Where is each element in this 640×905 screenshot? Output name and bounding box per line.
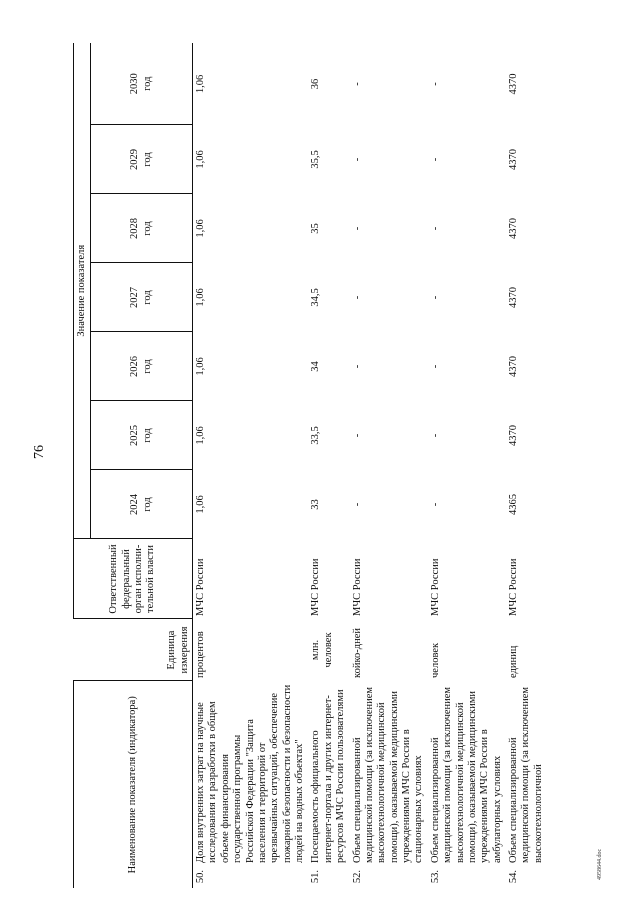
row-value-2024: 33 (310, 499, 322, 510)
row-value-2027: 1,06 (195, 288, 206, 307)
header-indicator-name: Наименование показателя (индикатора) (74, 681, 193, 888)
header-year-2026: 2026 год (91, 332, 193, 401)
row-value-2030: 1,06 (195, 74, 206, 94)
row-number: 51. (310, 870, 322, 884)
header-year-2025: 2025 год (91, 401, 193, 470)
row-value-2029: 35,5 (310, 150, 322, 169)
table-row (506, 43, 547, 888)
row-indicator-name: Доля внутренних затрат на научные исследования и разработки в общем объеме финансирования государственной программы Российской Федерации "Защита населения и территорий от чрезвычайных ситуаций, обеспечение пожарной безопасности и безопасности людей на водных объектах" (195, 684, 305, 863)
page-number: 76 (32, 445, 47, 459)
table-row (193, 43, 309, 888)
row-value-2029: 1,06 (195, 150, 206, 169)
row-value-2024: 4365 (508, 493, 519, 515)
row-responsible: МЧС России (508, 558, 519, 616)
row-responsible: МЧС России (351, 558, 363, 616)
header-unit: Единица измерения (74, 619, 193, 681)
row-value-2028: 1,06 (195, 219, 206, 238)
row-value-2030: - (429, 82, 441, 86)
indicators-table-wrapper (73, 43, 598, 888)
file-stamp: 4958644.doc (597, 848, 603, 880)
row-number: 54. (508, 870, 519, 884)
row-value-2024: 1,06 (195, 495, 206, 514)
row-indicator-name: Объем специализированной медицинской помощи (за исключением высокотехнологичной (508, 686, 544, 863)
row-value-2028: - (429, 226, 441, 231)
row-value-2026: - (351, 364, 363, 369)
row-value-2029: 4370 (508, 148, 519, 170)
header-year-2029: 2029 год (91, 125, 193, 194)
row-unit: человек (429, 642, 441, 678)
row-value-2030: 36 (310, 78, 322, 90)
header-year-2028: 2028 год (91, 194, 193, 263)
header-responsible: Ответственный федеральный орган исполни- тельной власти (74, 539, 193, 619)
row-value-2029: - (429, 157, 441, 162)
row-value-2025: 1,06 (195, 426, 206, 445)
row-value-2026: 1,06 (195, 357, 206, 376)
row-value-2028: - (351, 226, 363, 231)
row-value-2030: 4370 (508, 73, 519, 95)
row-value-2026: 34 (310, 361, 322, 372)
row-unit: койко-дней (351, 627, 363, 678)
row-unit: процентов (195, 631, 206, 678)
row-indicator-name: Объем специализированной медицинской помощи (за исключением высокотехнологичной медицинской помощи), оказываемой медицинскими учреждениями МЧС России в амбулаторных условиях (429, 686, 503, 863)
row-number: 52. (351, 870, 363, 884)
row-value-2026: 4370 (508, 355, 519, 377)
row-indicator-name: Посещаемость официального интернет-портала и других интернет-ресурсов МЧС России пользователями (310, 689, 347, 863)
row-value-2024: - (351, 502, 363, 507)
row-value-2025: 33,5 (310, 426, 322, 445)
row-number: 50. (195, 870, 206, 884)
row-value-2025: 4370 (508, 424, 519, 446)
row-value-2025: - (351, 433, 363, 438)
row-unit: единиц (508, 645, 519, 678)
row-value-2028: 4370 (508, 217, 519, 239)
row-value-2026: - (429, 364, 441, 369)
indicators-table (73, 43, 547, 888)
header-row-top (74, 43, 91, 888)
row-responsible: МЧС России (195, 558, 206, 616)
row-number: 53. (429, 870, 441, 884)
row-indicator-name: Объем специализированной медицинской помощи (за исключением высокотехнологичной медицинской помощи), оказываемой медицинскими учреждениями МЧС России в стационарных условиях (351, 686, 425, 863)
table-row (308, 43, 349, 888)
header-year-2024: 2024 год (91, 470, 193, 539)
row-value-2027: - (429, 295, 441, 300)
header-year-2027: 2027 год (91, 263, 193, 332)
table-row (350, 43, 428, 888)
row-unit: млн. человек (310, 632, 334, 668)
row-value-2029: - (351, 157, 363, 162)
row-responsible: МЧС России (310, 558, 322, 616)
header-year-2030: 2030 год (91, 43, 193, 125)
row-responsible: МЧС России (429, 558, 441, 616)
row-value-2027: 4370 (508, 286, 519, 308)
row-value-2027: 34,5 (310, 288, 322, 307)
row-value-2025: - (429, 433, 441, 438)
row-value-2024: - (429, 502, 441, 507)
row-value-2030: - (351, 82, 363, 86)
header-values-group: Значение показателя (74, 43, 91, 539)
table-row (428, 43, 506, 888)
row-value-2028: 35 (310, 223, 322, 234)
row-value-2027: - (351, 295, 363, 300)
